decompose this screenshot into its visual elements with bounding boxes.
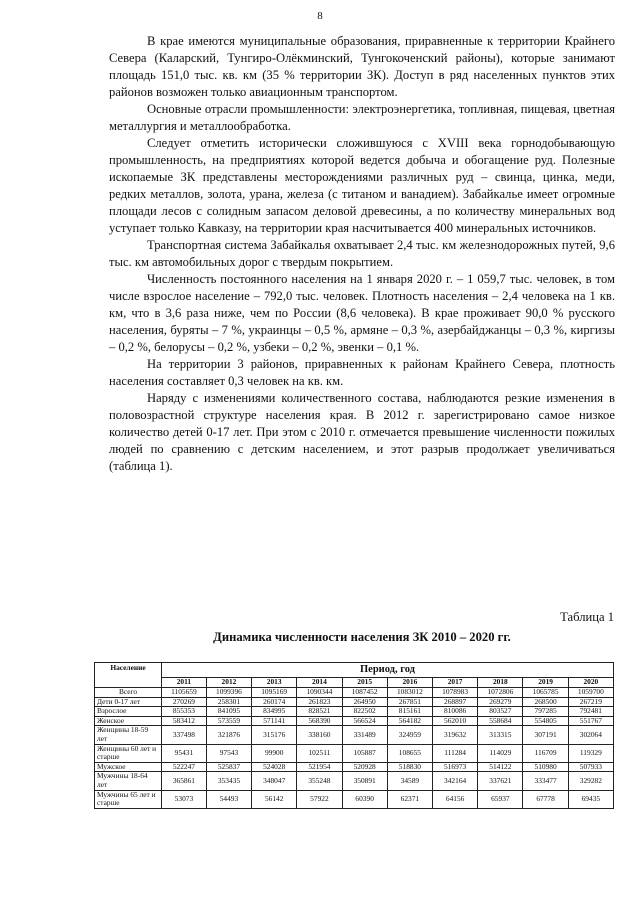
table-cell: 267219 [568,697,613,707]
table-cell: 56142 [252,790,297,808]
table-cell: 562010 [433,716,478,726]
table-cell: 34589 [387,772,432,790]
table-cell: 99900 [252,744,297,762]
table-cell: 564182 [387,716,432,726]
table-cell: 1059700 [568,688,613,698]
table-cell: 258301 [206,697,251,707]
row-label: Мужское [95,762,162,772]
table-cell: 855353 [162,707,207,717]
table-cell: 1065785 [523,688,568,698]
header-period: Период, год [162,663,614,678]
paragraph: Основные отрасли промышленности: электроэнергетика, топливная, пищевая, цветная металлургия и металлообработка. [109,102,615,133]
table-body [95,688,614,809]
table-cell: 329282 [568,772,613,790]
paragraph: Транспортная система Забайкалья охватывает 2,4 тыс. км железнодорожных путей, 9,6 тыс. км автомобильных дорог с твердым покрытием. [109,238,615,269]
table-cell: 507933 [568,762,613,772]
table-cell: 355248 [297,772,342,790]
table-cell: 321876 [206,726,251,744]
row-label: Женское [95,716,162,726]
table-title: Динамика численности населения ЗК 2010 – 2020 гг. [213,630,511,644]
table-cell: 111284 [433,744,478,762]
table-cell: 348047 [252,772,297,790]
table-cell: 337498 [162,726,207,744]
paragraph: В крае имеются муниципальные образования, приравненные к территории Крайнего Севера (Каларский, Тунгиро-Олёкминский, Тунгокоченский районы), которые занимают площадь 151,0 тыс. кв. км (35 % территории ЗК). Доступ в ряд населенных пунктов этих районов возможен только авиационным транспортом. [109,34,615,99]
table-cell: 333477 [523,772,568,790]
table-row [95,762,614,772]
table-cell: 54493 [206,790,251,808]
table-cell: 810086 [433,707,478,717]
table-cell: 797285 [523,707,568,717]
table-row [95,790,614,808]
table-cell: 522247 [162,762,207,772]
table-cell: 331489 [342,726,387,744]
table-cell: 525837 [206,762,251,772]
year-header: 2012 [206,678,251,688]
table-cell: 260174 [252,697,297,707]
year-header: 2018 [478,678,523,688]
table-cell: 792481 [568,707,613,717]
table-cell: 268897 [433,697,478,707]
table-cell: 520928 [342,762,387,772]
table-cell: 119329 [568,744,613,762]
table-cell: 566524 [342,716,387,726]
table-cell: 65937 [478,790,523,808]
header-population: Население [95,663,162,688]
row-label: Дети 0-17 лет [95,697,162,707]
table-row [95,688,614,698]
table-cell: 1078983 [433,688,478,698]
paragraph: Наряду с изменениями количественного состава, наблюдаются резкие изменения в половозрастной структуре населения края. В 2012 г. зарегистрировано самое низкое количество детей 0-17 лет. При этом с 2010 г. отмечается превышение численности пожилых людей по сравнению с детским населением, и этот разрыв продолжает увеличиваться (таблица 1). [109,391,615,473]
table-cell: 338160 [297,726,342,744]
paragraph: На территории 3 районов, приравненных к районам Крайнего Севера, плотность населения составляет 0,3 человек на кв. км. [109,357,615,388]
table-cell: 69435 [568,790,613,808]
table-row [95,726,614,744]
table-cell: 307191 [523,726,568,744]
year-row [95,678,614,688]
year-header: 2019 [523,678,568,688]
table-caption: Таблица 1 [560,610,614,624]
table-cell: 102511 [297,744,342,762]
table-cell: 116709 [523,744,568,762]
table-cell: 64156 [433,790,478,808]
table-cell: 1072806 [478,688,523,698]
year-header: 2016 [387,678,432,688]
year-header: 2020 [568,678,613,688]
table-cell: 353435 [206,772,251,790]
table-cell: 261823 [297,697,342,707]
table-cell: 510980 [523,762,568,772]
table-cell: 571141 [252,716,297,726]
table-cell: 803527 [478,707,523,717]
table-cell: 815161 [387,707,432,717]
table-cell: 834995 [252,707,297,717]
year-header: 2014 [297,678,342,688]
population-table [94,662,614,809]
table-cell: 568390 [297,716,342,726]
table-cell: 267851 [387,697,432,707]
row-label: Женщины 60 лет и старше [95,744,162,762]
paragraph: Следует отметить исторически сложившуюся с XVIII века горнодобывающую промышленность, на предприятиях которой ведется добыча и обогащение руд. Полезные ископаемые ЗК представлены месторождениями различных руд – свинца, цинка, меди, редких металлов, золота, урана, железа (с титаном и ванадием). Забайкалье имеет огромные площади лесов с солидным запасом деловой древесины, а по количеству минеральных вод уступает только Кавказу, на территории края насчитывается 400 минеральных источников. [109,136,615,235]
table-cell: 518830 [387,762,432,772]
table-cell: 524028 [252,762,297,772]
table-cell: 1083012 [387,688,432,698]
table-cell: 60390 [342,790,387,808]
table-cell: 342164 [433,772,478,790]
table-cell: 350891 [342,772,387,790]
table-cell: 270269 [162,697,207,707]
table-cell: 313315 [478,726,523,744]
table-cell: 365861 [162,772,207,790]
table-cell: 97543 [206,744,251,762]
year-header: 2011 [162,678,207,688]
table-cell: 828521 [297,707,342,717]
body-text [109,33,615,475]
row-label: Женщины 18-59 лет [95,726,162,744]
table-cell: 1105659 [162,688,207,698]
table-cell: 269279 [478,697,523,707]
table-cell: 57922 [297,790,342,808]
table-cell: 337621 [478,772,523,790]
table-cell: 315176 [252,726,297,744]
table-cell: 822502 [342,707,387,717]
table-cell: 554805 [523,716,568,726]
year-header: 2015 [342,678,387,688]
table-cell: 264950 [342,697,387,707]
year-header: 2017 [433,678,478,688]
page-number: 8 [317,10,323,22]
table-row [95,707,614,717]
table-cell: 841095 [206,707,251,717]
table-cell: 521954 [297,762,342,772]
table-cell: 268500 [523,697,568,707]
table-cell: 1095169 [252,688,297,698]
table-cell: 573559 [206,716,251,726]
table-cell: 302064 [568,726,613,744]
table-row [95,744,614,762]
table-cell: 1087452 [342,688,387,698]
table-row [95,772,614,790]
table-cell: 551767 [568,716,613,726]
table-cell: 108655 [387,744,432,762]
table-cell: 105887 [342,744,387,762]
table-cell: 67778 [523,790,568,808]
table-cell: 319632 [433,726,478,744]
table-cell: 324959 [387,726,432,744]
table-cell: 114029 [478,744,523,762]
table-cell: 516973 [433,762,478,772]
table-cell: 53073 [162,790,207,808]
row-label: Всего [95,688,162,698]
table-cell: 1090344 [297,688,342,698]
table-cell: 558684 [478,716,523,726]
table-cell: 514122 [478,762,523,772]
paragraph: Численность постоянного населения на 1 января 2020 г. – 1 059,7 тыс. человек, в том числе взрослое население – 792,0 тыс. человек. Плотность населения – 2,4 человека на 1 кв. км, что в 3,6 раза ниже, чем по России (8,6 человека). В крае проживает 90,0 % русского населения, буряты – 7 %, украинцы – 0,5 %, армяне – 0,3 %, азербайджанцы – 0,3 %, киргизы – 0,2 %, белорусы – 0,2 %, узбеки – 0,2 %, эвенки – 0,1 %. [109,272,615,354]
row-label: Мужчины 18-64 лет [95,772,162,790]
table-cell: 1099396 [206,688,251,698]
table-cell: 583412 [162,716,207,726]
table-cell: 62371 [387,790,432,808]
year-header: 2013 [252,678,297,688]
row-label: Мужчины 65 лет и старше [95,790,162,808]
row-label: Взрослое [95,707,162,717]
table-cell: 95431 [162,744,207,762]
table-row [95,716,614,726]
